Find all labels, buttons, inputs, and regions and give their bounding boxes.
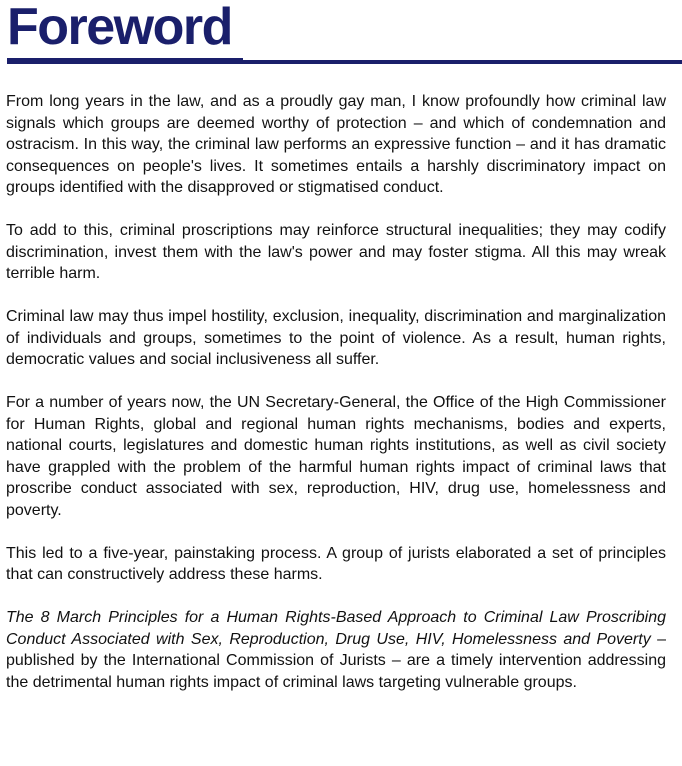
- principles-title: The 8 March Principles for a Human Rights-Based Approach to Criminal Law Proscribing Conduct Associated with Sex, Reproduction, Drug Use, HIV, Homelessness and Poverty: [6, 609, 666, 648]
- paragraph: [6, 607, 666, 693]
- paragraph: To add to this, criminal proscriptions may reinforce structural inequalities; they may codify discrimination, invest them with the law's power and may foster stigma. All this may wreak terrible harm.: [6, 222, 666, 282]
- paragraph: For a number of years now, the UN Secretary-General, the Office of the High Commissioner for Human Rights, global and regional human rights mechanisms, bodies and experts, national courts, legislatures and domestic human rights institutions, as well as civil society have grappled with the problem of the harmful human rights impact of criminal laws that proscribe conduct associated with sex, reproduction, HIV, drug use, homelessness and poverty.: [6, 394, 666, 519]
- page-title: Foreword: [7, 0, 232, 56]
- paragraph: From long years in the law, and as a proudly gay man, I know profoundly how criminal law signals which groups are deemed worthy of protection – and which of condemnation and ostracism. In this way, the criminal law performs an expressive function – and it has dramatic consequences on people's lives. It sometimes entails a harshly discriminatory impact on groups identified with the disapproved or stigmatised conduct.: [6, 93, 666, 196]
- foreword-body: [6, 91, 666, 693]
- title-underline-thin: [243, 60, 682, 64]
- paragraph: Criminal law may thus impel hostility, exclusion, inequality, discrimination and marginalization of individuals and groups, sometimes to the point of violence. As a result, human rights, democratic values and social inclusiveness all suffer.: [6, 308, 666, 368]
- paragraph: This led to a five-year, painstaking process. A group of jurists elaborated a set of principles that can constructively address these harms.: [6, 544, 666, 583]
- paragraph-text: – published by the International Commission of Jurists – are a timely intervention addressing the detrimental human rights impact of criminal laws targeting vulnerable groups.: [6, 630, 666, 691]
- title-underline-thick: [7, 58, 243, 64]
